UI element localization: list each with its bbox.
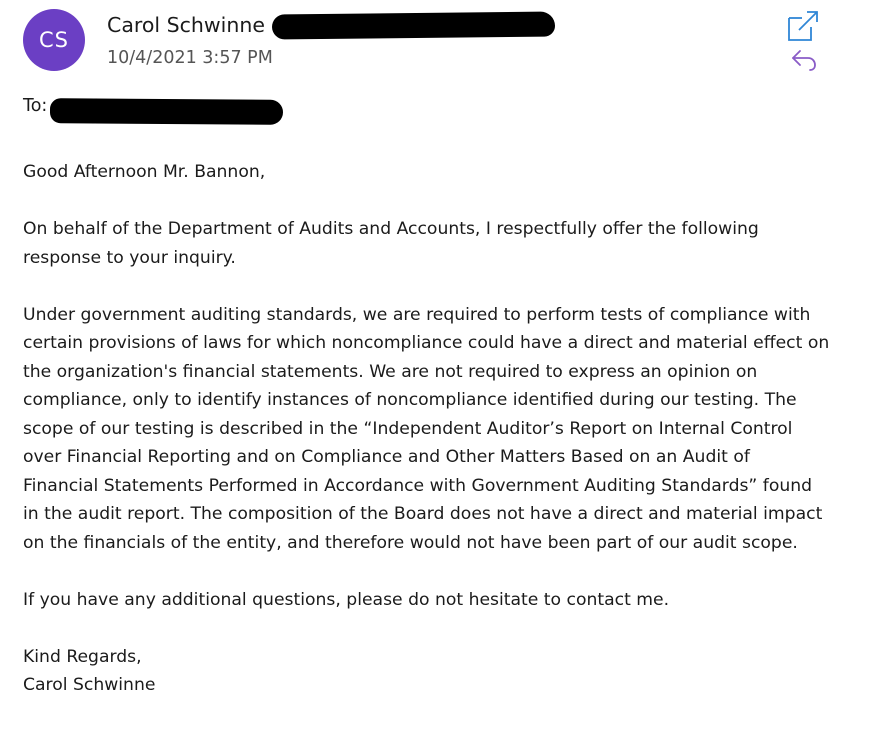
signature: Carol Schwinne — [23, 675, 156, 695]
sender-name[interactable]: Carol Schwinne — [107, 13, 265, 37]
redacted-recipient — [50, 98, 283, 125]
paragraph-line: scope of our testing is described in the “Independent Auditor’s Report on Internal Control — [23, 418, 793, 439]
message-header — [0, 0, 885, 90]
paragraph-line: response to your inquiry. — [23, 247, 236, 268]
paragraph-line: compliance, only to identify instances of noncompliance identified during our testing. The — [23, 390, 797, 410]
sign-off — [23, 643, 873, 700]
paragraph-line: on the financials of the entity, and therefore would not have been part of our audit scope. — [23, 532, 798, 553]
reply-icon[interactable] — [790, 48, 818, 72]
closing: Kind Regards, — [23, 646, 142, 667]
greeting: Good Afternoon Mr. Bannon, — [23, 162, 266, 182]
sender-row — [107, 9, 265, 41]
popout-window-icon[interactable] — [786, 9, 820, 43]
paragraph-standards — [23, 301, 873, 558]
paragraph-line: in the audit report. The composition of the Board does not have a direct and material impact — [23, 504, 823, 524]
avatar-initials: CS — [39, 28, 69, 52]
paragraph-intro — [23, 215, 873, 272]
paragraph-line: On behalf of the Department of Audits and Accounts, I respectfully offer the following — [23, 219, 759, 239]
redacted-sender-email — [272, 12, 555, 40]
paragraph-line: Under government auditing standards, we are required to perform tests of compliance with — [23, 304, 811, 325]
to-label: To: — [23, 96, 48, 116]
sender-avatar[interactable] — [23, 9, 85, 71]
paragraph-line: Financial Statements Performed in Accordance with Government Auditing Standards” found — [23, 475, 813, 496]
sent-timestamp: 10/4/2021 3:57 PM — [107, 48, 273, 68]
paragraph-line: the organization's financial statements. We are not required to express an opinion on — [23, 361, 758, 382]
to-line — [23, 96, 47, 122]
paragraph-contact: If you have any additional questions, please do not hesitate to contact me. — [23, 589, 670, 610]
paragraph-line: certain provisions of laws for which noncompliance could have a direct and material effect on — [23, 333, 830, 353]
message-body — [23, 158, 873, 728]
paragraph-line: over Financial Reporting and on Compliance and Other Matters Based on an Audit of — [23, 447, 750, 467]
